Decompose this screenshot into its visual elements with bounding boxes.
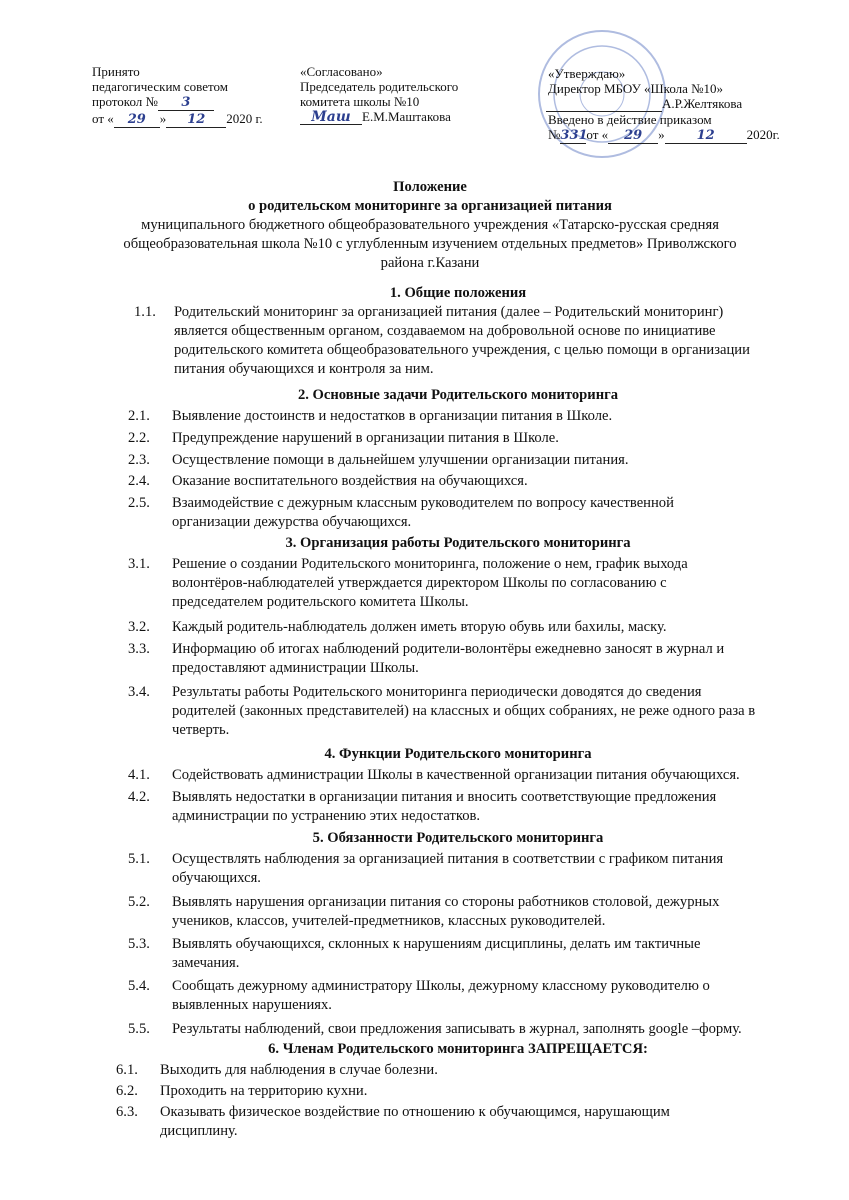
section-2-heading: 2. Основные задачи Родительского мониторинга [297, 387, 619, 403]
item-number: 2.5. [128, 495, 150, 511]
item-number: 3.2. [128, 619, 150, 635]
list-item [128, 683, 788, 740]
item-text: Проходить на территорию кухни. [160, 1083, 368, 1099]
item-number: 6.3. [116, 1104, 138, 1120]
approval-right-line1: «Утверждаю» [548, 66, 626, 81]
item-text: Выходить для наблюдения в случае болезни. [160, 1062, 438, 1078]
item-text: Родительский мониторинг за организацией питания (далее – Родительский мониторинг) [174, 304, 724, 320]
approval-middle-line1: «Согласовано» [300, 64, 383, 79]
item-number: 5.2. [128, 894, 150, 910]
title-line5: района г.Казани [380, 255, 480, 271]
item-text: Осуществление помощи в дальнейшем улучшении организации питания. [172, 452, 629, 468]
item-text: Содействовать администрации Школы в качественной организации питания обучающихся. [172, 767, 740, 783]
list-item [128, 451, 788, 470]
item-number: 1.1. [134, 304, 156, 320]
list-item [128, 555, 788, 612]
list-item [128, 494, 788, 532]
item-text: дисциплину. [160, 1123, 238, 1139]
item-text: организации дежурства обучающихся. [172, 514, 412, 530]
item-text: Оказание воспитательного воздействия на обучающихся. [172, 473, 528, 489]
date-prefix: от « [92, 111, 114, 126]
item-text: замечания. [172, 955, 240, 971]
approval-middle-line2: Председатель родительского [300, 79, 459, 94]
section-5-heading: 5. Обязанности Родительского мониторинга [312, 830, 604, 846]
item-text: Предупреждение нарушений в организации питания в Школе. [172, 430, 559, 446]
approval-middle-line3: комитета школы №10 [300, 94, 420, 109]
list-item [116, 1061, 788, 1080]
item-number: 2.3. [128, 452, 150, 468]
approval-left-line1: Принято [92, 64, 140, 79]
item-text: волонтёров-наблюдателей утверждается директором Школы по согласованию с [172, 575, 667, 591]
item-number: 5.4. [128, 978, 150, 994]
item-text: администрации по устранению этих недостатков. [172, 808, 481, 824]
item-text: Взаимодействие с дежурным классным руководителем по вопросу качественной [172, 495, 674, 511]
date-day: 29 [114, 113, 160, 128]
list-item [128, 1020, 788, 1039]
item-number: 6.2. [116, 1083, 138, 1099]
signature-scribble: Маш [300, 110, 362, 125]
item-text: Сообщать дежурному администратору Школы, дежурному классному руководителю о [172, 978, 710, 994]
item-text: является общественным органом, создаваемом на добровольной основе по инициативе [174, 323, 716, 339]
item-number: 5.3. [128, 936, 150, 952]
list-item [128, 429, 788, 448]
item-text: Информацию об итогах наблюдений родители-волонтёры ежедневно заносят в журнал и [172, 641, 725, 657]
approval-left-line2: педагогическим советом [92, 79, 228, 94]
order-date-month: 12 [665, 129, 747, 144]
list-item [128, 788, 788, 826]
item-number: 4.1. [128, 767, 150, 783]
list-item [128, 618, 788, 637]
date-mid: » [159, 111, 167, 126]
item-text: Выявлять обучающихся, склонных к нарушениям дисциплины, делать им тактичные [172, 936, 701, 952]
item-text: Решение о создании Родительского мониторинга, положение о нем, график выхода [172, 556, 688, 572]
item-text: Оказывать физическое воздействие по отношению к обучающимся, нарушающим [160, 1104, 670, 1120]
order-prefix: № [548, 127, 561, 142]
order-date-mid: » [658, 127, 665, 142]
item-number: 2.4. [128, 473, 150, 489]
item-text: родителей (законных представителей) на классных и общих собраниях, не реже одного раза в [172, 703, 756, 719]
approval-right-line4: Введено в действие приказом [548, 112, 712, 127]
date-year: 2020 г. [226, 111, 263, 126]
list-item [128, 935, 788, 973]
list-item [128, 977, 788, 1015]
order-date-day: 29 [608, 129, 658, 144]
item-number: 3.1. [128, 556, 150, 572]
order-number: 331 [560, 128, 588, 143]
item-number: 4.2. [128, 789, 150, 805]
item-number: 5.5. [128, 1021, 150, 1037]
director-name: А.Р.Желтякова [662, 96, 743, 111]
list-item [128, 303, 788, 379]
section-1-heading: 1. Общие положения [389, 285, 527, 301]
item-text: родительского комитета общеобразовательного учреждения, с целью помощи в организации [174, 342, 750, 358]
item-text: четверть. [172, 722, 230, 738]
list-item [128, 640, 788, 678]
item-text: Осуществлять наблюдения за организацией питания в соответствии с графиком питания [172, 851, 724, 867]
item-number: 5.1. [128, 851, 150, 867]
item-text: учеников, классов, учителей-предметников, классных руководителей. [172, 913, 606, 929]
item-text: предоставляют администрации Школы. [172, 660, 419, 676]
title-line2: о родительском мониторинге за организацией питания [248, 198, 612, 214]
section-4-heading: 4. Функции Родительского мониторинга [324, 746, 592, 762]
title-line3: муниципального бюджетного общеобразовательного учреждения «Татарско-русская средняя [141, 217, 719, 233]
list-item [128, 850, 788, 888]
section-6-heading: 6. Членам Родительского мониторинга ЗАПРЕЩАЕТСЯ: [268, 1041, 648, 1057]
item-number: 2.1. [128, 408, 150, 424]
item-text: Результаты наблюдений, свои предложения записывать в журнал, заполнять google –форму. [172, 1021, 742, 1037]
section-3-heading: 3. Организация работы Родительского мониторинга [285, 535, 631, 551]
title-line1: Положение [393, 179, 467, 195]
protocol-number: 3 [158, 96, 214, 111]
list-item [128, 893, 788, 931]
list-item [128, 407, 788, 426]
list-item [116, 1103, 788, 1141]
approval-middle-name: Е.М.Маштакова [362, 109, 451, 124]
item-number: 3.4. [128, 684, 150, 700]
item-text: питания обучающихся и контроля за ним. [174, 361, 434, 377]
list-item [116, 1082, 788, 1101]
item-text: выявленных нарушениях. [172, 997, 332, 1013]
approval-right-line2: Директор МБОУ «Школа №10» [548, 81, 724, 96]
title-line4: общеобразовательная школа №10 с углубленным изучением отдельных предметов» Приволжского [123, 236, 737, 252]
item-text: председателем родительского комитета Школы. [172, 594, 469, 610]
order-date-year: 2020г. [746, 127, 780, 142]
order-date-prefix: от « [586, 127, 609, 142]
item-text: Результаты работы Родительского мониторинга периодически доводятся до сведения [172, 684, 702, 700]
item-text: Выявлять нарушения организации питания со стороны работников столовой, дежурных [172, 894, 720, 910]
item-text: обучающихся. [172, 870, 261, 886]
item-number: 3.3. [128, 641, 150, 657]
list-item [128, 472, 788, 491]
item-text: Выявление достоинств и недостатков в организации питания в Школе. [172, 408, 613, 424]
item-number: 6.1. [116, 1062, 138, 1078]
item-text: Каждый родитель-наблюдатель должен иметь вторую обувь или бахилы, маску. [172, 619, 667, 635]
date-month: 12 [166, 113, 226, 128]
protocol-label: протокол № [92, 94, 158, 109]
list-item [128, 766, 788, 785]
item-text: Выявлять недостатки в организации питания и вносить соответствующие предложения [172, 789, 717, 805]
item-number: 2.2. [128, 430, 150, 446]
